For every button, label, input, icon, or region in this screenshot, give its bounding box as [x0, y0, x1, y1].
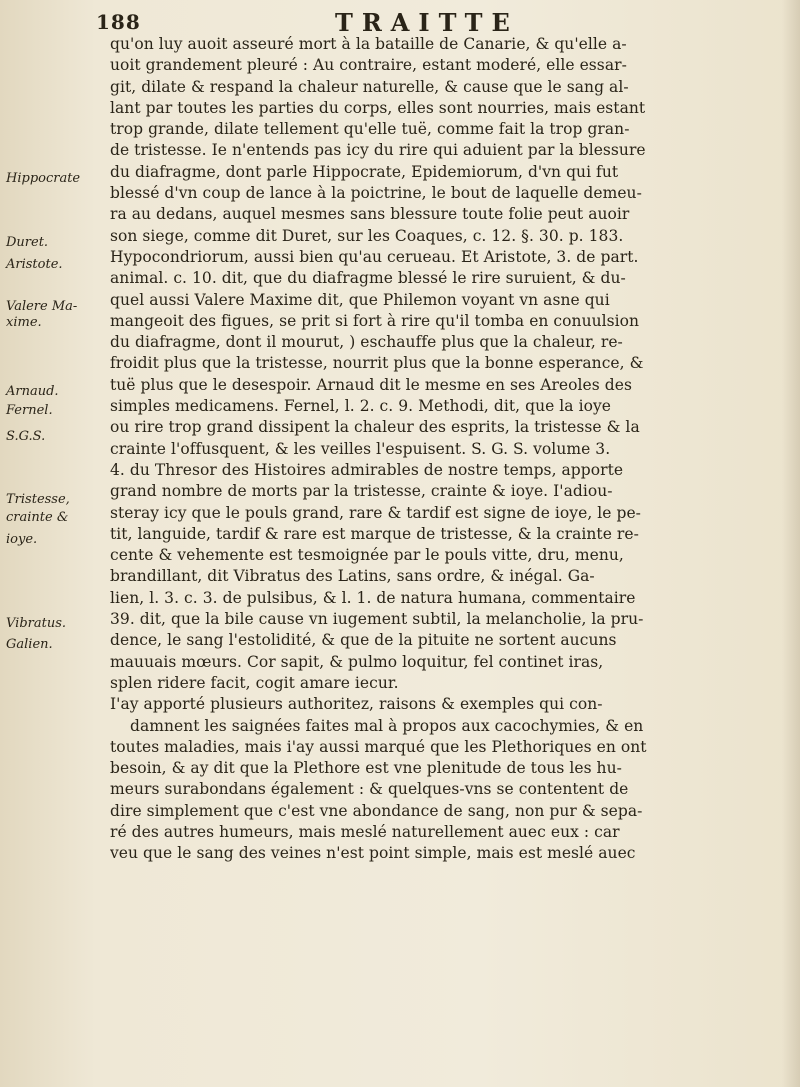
- text-line: ré des autres humeurs, mais meslé naturellement auec eux : car: [110, 822, 620, 841]
- margin-note: crainte &: [6, 510, 69, 525]
- text-line: quel aussi Valere Maxime dit, que Philemon voyant vn asne qui: [110, 290, 610, 309]
- text-line: mauuais mœurs. Cor sapit, & pulmo loquitur, fel continet iras,: [110, 652, 604, 671]
- margin-note: Vibratus.: [6, 616, 67, 631]
- text-line: splen ridere facit, cogit amare iecur.: [110, 673, 399, 692]
- text-line: froidit plus que la tristesse, nourrit plus que la bonne esperance, &: [110, 354, 644, 373]
- text-line: lien, l. 3. c. 3. de pulsibus, & l. 1. de natura humana, commentaire: [110, 588, 636, 607]
- text-line: besoin, & ay dit que la Plethore est vne plenitude de tous les hu-: [110, 759, 622, 778]
- margin-note: Aristote.: [6, 257, 63, 272]
- text-line: Hypocondriorum, aussi bien qu'au cerueau. Et Aristote, 3. de part.: [110, 247, 639, 266]
- text-line: qu'on luy auoit asseuré mort à la bataille de Canarie, & qu'elle a-: [110, 35, 627, 53]
- text-line: 39. dit, que la bile cause vn iugement subtil, la melancholie, la pru-: [110, 610, 644, 629]
- text-line: ra au dedans, auquel mesmes sans blessure toute folie peut auoir: [110, 205, 630, 224]
- text-line: dire simplement que c'est vne abondance de sang, non pur & sepa-: [110, 801, 643, 820]
- margin-note: Arnaud.: [6, 384, 59, 399]
- text-line: ou rire trop grand dissipent la chaleur des esprits, la tristesse & la: [110, 418, 640, 437]
- page-header: [0, 6, 800, 36]
- text-line: meurs surabondans également : & quelques-vns se contentent de: [110, 780, 629, 799]
- text-line: steray icy que le pouls grand, rare & tardif est signe de ioye, le pe-: [110, 503, 641, 522]
- text-line: dence, le sang l'estolidité, & que de la pituite ne sortent aucuns: [110, 631, 617, 650]
- margin-notes: [6, 0, 98, 1087]
- margin-note: Hippocrate: [6, 171, 81, 186]
- text-line: crainte l'offusquent, & les veilles l'espuisent. S. G. S. volume 3.: [110, 439, 611, 458]
- text-line: son siege, comme dit Duret, sur les Coaques, c. 12. §. 30. p. 183.: [110, 226, 624, 245]
- text-line: [110, 886, 790, 907]
- margin-note: Duret.: [6, 235, 49, 250]
- text-line: trop grande, dilate tellement qu'elle tuë, comme fait la trop gran-: [110, 120, 630, 139]
- text-line: I'ay apporté plusieurs authoritez, raisons & exemples qui con-: [110, 695, 603, 714]
- page-number: 188: [96, 10, 141, 34]
- text-line: du diafragme, dont parle Hippocrate, Epidemiorum, d'vn qui fut: [110, 162, 619, 181]
- text-line: lant par toutes les parties du corps, elles sont nourries, mais estant: [110, 98, 646, 117]
- text-line: git, dilate & respand la chaleur naturelle, & cause que le sang al-: [110, 77, 629, 96]
- text-line: cente & vehemente est tesmoignée par le pouls vitte, dru, menu,: [110, 546, 624, 565]
- text-line: veu que le sang des veines n'est point simple, mais est meslé auec: [110, 844, 636, 863]
- margin-note: Valere Ma-: [6, 299, 78, 314]
- text-line: simples medicamens. Fernel, l. 2. c. 9. Methodi, dit, que la ioye: [110, 397, 611, 416]
- running-title: TRAITTE: [335, 8, 519, 37]
- margin-note: ioye.: [6, 532, 38, 547]
- margin-note: Tristesse,: [6, 492, 70, 507]
- margin-note: Fernel.: [6, 403, 53, 418]
- text-line: brandillant, dit Vibratus des Latins, sans ordre, & inégal. Ga-: [110, 567, 595, 586]
- text-line: damnent les saignées faites mal à propos aux cacochymies, & en: [130, 716, 644, 735]
- text-line: du diafragme, dont il mourut, ) eschauffe plus que la chaleur, re-: [110, 333, 623, 352]
- text-line: blessé d'vn coup de lance à la poictrine, le bout de laquelle demeu-: [110, 184, 642, 203]
- text-line: grand nombre de morts par la tristesse, crainte & ioye. I'adiou-: [110, 482, 613, 501]
- text-line: tit, languide, tardif & rare est marque de tristesse, & la crainte re-: [110, 524, 639, 543]
- text-line: de tristesse. Ie n'entends pas icy du rire qui aduient par la blessure: [110, 141, 646, 160]
- margin-note: Galien.: [6, 637, 53, 652]
- text-line: uoit grandement pleuré : Au contraire, estant moderé, elle essar-: [110, 56, 627, 75]
- text-line: [110, 865, 790, 886]
- text-line: animal. c. 10. dit, que du diafragme blessé le rire suruient, & du-: [110, 269, 626, 288]
- text-line: toutes maladies, mais i'ay aussi marqué que les Plethoriques en ont: [110, 737, 647, 756]
- text-line: 4. du Thresor des Histoires admirables de nostre temps, apporte: [110, 460, 624, 479]
- margin-note: xime.: [6, 315, 42, 330]
- body-text: [110, 34, 790, 907]
- text-line: tuë plus que le desespoir. Arnaud dit le mesme en ses Areoles des: [110, 375, 632, 394]
- margin-note: S.G.S.: [6, 429, 46, 444]
- text-line: mangeoit des figues, se prit si fort à rire qu'il tomba en conuulsion: [110, 311, 640, 330]
- page-edge-shadow: [782, 0, 800, 1087]
